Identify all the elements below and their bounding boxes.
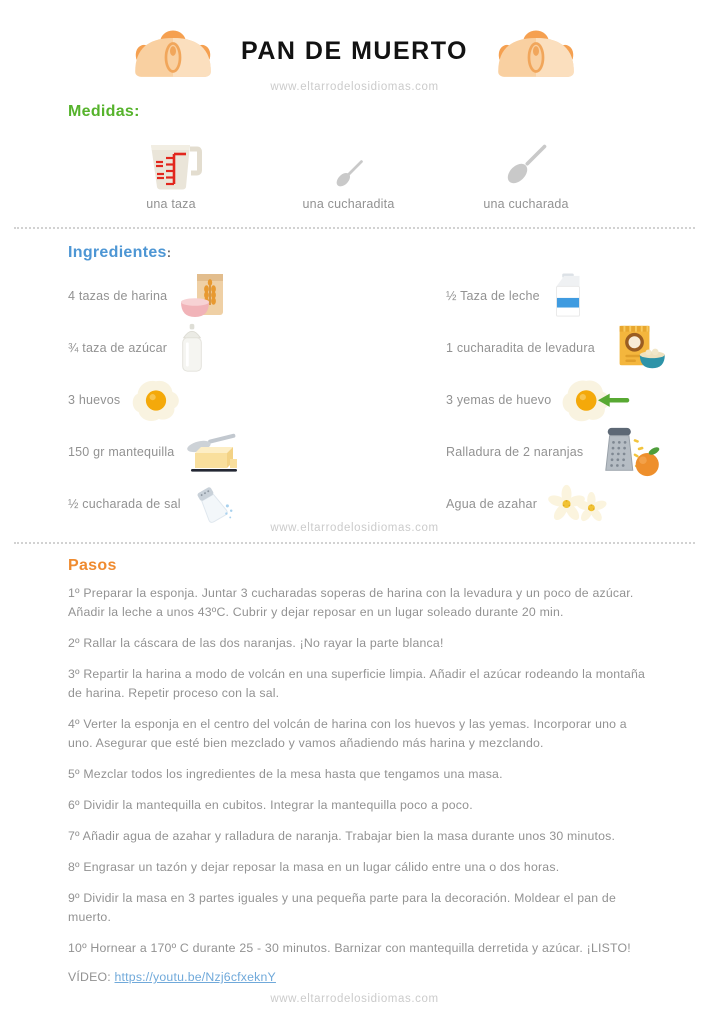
ingredient-label: 3 yemas de huevo bbox=[446, 393, 552, 407]
ingredient-row bbox=[446, 478, 709, 530]
steps-list bbox=[0, 584, 709, 984]
ingredient-label: ½ cucharada de sal bbox=[68, 497, 181, 511]
butter-knife-icon bbox=[183, 429, 245, 475]
ingredient-label: 150 gr mantequilla bbox=[68, 445, 175, 459]
ingredient-label: Ralladura de 2 naranjas bbox=[446, 445, 584, 459]
pan-de-muerto-bread-right-icon bbox=[494, 24, 578, 78]
step-1: 1º Preparar la esponja. Juntar 3 cucharadas soperas de harina con la levadura y un poco de azúcar. Añadir la leche a unos 43ºC. Cubrir y dejar reposar en un lugar soleado durante 20 min. bbox=[68, 586, 634, 619]
measure-item-cucharada bbox=[451, 125, 601, 211]
page-title: PAN DE MUERTO bbox=[241, 36, 468, 65]
grater-orange-icon bbox=[592, 425, 662, 479]
ingredients-left-column bbox=[68, 270, 446, 530]
ingredient-row bbox=[68, 322, 446, 374]
ingredient-row bbox=[446, 322, 709, 374]
ingredientes-heading-text: Ingredientes bbox=[68, 244, 167, 261]
step-4: 4º Verter la esponja en el centro del volcán de harina con los huevos y las yemas. Incorporar uno a uno. Asegurar que esté bien mezclado y vamos añadiendo más harina y mezclando. bbox=[68, 717, 627, 750]
step-8: 8º Engrasar un tazón y dejar reposar la masa en un lugar cálido entre una o dos horas. bbox=[68, 860, 560, 874]
video-label: VÍDEO: bbox=[68, 970, 111, 984]
egg-yolk-arrow-icon bbox=[560, 378, 632, 423]
tablespoon-icon bbox=[497, 136, 555, 194]
measure-item-taza bbox=[96, 125, 246, 211]
ingredientes-heading bbox=[68, 244, 709, 262]
ingredients-right-column bbox=[446, 270, 709, 530]
medidas-heading: Medidas: bbox=[68, 103, 140, 120]
pasos-heading: Pasos bbox=[68, 557, 117, 574]
step-5: 5º Mezclar todos los ingredientes de la mesa hasta que tengamos una masa. bbox=[68, 767, 503, 781]
ingredient-label: Agua de azahar bbox=[446, 497, 538, 511]
step-7: 7º Añadir agua de azahar y ralladura de naranja. Trabajar bien la masa durante unos 30 minutos. bbox=[68, 829, 616, 843]
teaspoon-icon bbox=[329, 154, 369, 194]
measuring-cup-icon bbox=[140, 136, 202, 194]
step-3: 3º Repartir la harina a modo de volcán en una superficie limpia. Añadir el azúcar rodeando la montaña de harina. Repetir proceso con la sal. bbox=[68, 667, 646, 700]
measures-row bbox=[96, 125, 601, 211]
ingredient-label: ¾ taza de azúcar bbox=[68, 341, 168, 355]
heading-colon: : bbox=[166, 245, 172, 260]
ingredient-row bbox=[446, 374, 709, 426]
dotted-divider-bottom bbox=[14, 542, 695, 544]
ingredient-label: 3 huevos bbox=[68, 393, 121, 407]
salt-shaker-icon bbox=[190, 481, 236, 527]
pan-de-muerto-bread-left-icon bbox=[131, 24, 215, 78]
video-link[interactable]: https://youtu.be/Nzj6cfxeknY bbox=[114, 970, 276, 984]
ingredients-grid bbox=[0, 270, 709, 530]
measure-item-cucharadita bbox=[274, 125, 424, 211]
step-9: 9º Dividir la masa en 3 partes iguales y una pequeña parte para la decoración. Moldear el pan de muerto. bbox=[68, 891, 617, 924]
fried-egg-icon bbox=[129, 378, 183, 423]
measure-label: una taza bbox=[146, 197, 196, 211]
ingredient-label: ½ Taza de leche bbox=[446, 289, 540, 303]
footer-url: www.eltarrodelosidiomas.com bbox=[270, 993, 439, 1005]
step-2: 2º Rallar la cáscara de las dos naranjas. ¡No rayar la parte blanca! bbox=[68, 636, 444, 650]
watermark-url: www.eltarrodelosidiomas.com bbox=[270, 522, 439, 534]
sugar-dispenser-icon bbox=[176, 322, 208, 374]
orange-blossom-icon bbox=[546, 482, 610, 526]
ingredient-label: 1 cucharadita de levadura bbox=[446, 341, 595, 355]
ingredient-row bbox=[68, 426, 446, 478]
step-6: 6º Dividir la mantequilla en cubitos. Integrar la mantequilla poco a poco. bbox=[68, 798, 473, 812]
measure-label: una cucharada bbox=[483, 197, 569, 211]
step-10: 10º Hornear a 170º C durante 25 - 30 minutos. Barnizar con mantequilla derretida y azúcar. ¡LISTO! bbox=[68, 941, 631, 955]
ingredient-label: 4 tazas de harina bbox=[68, 289, 168, 303]
ingredient-row bbox=[68, 374, 446, 426]
dotted-divider-top bbox=[14, 227, 695, 229]
ingredient-row bbox=[68, 270, 446, 322]
milk-carton-icon bbox=[549, 272, 587, 320]
ingredient-row bbox=[446, 270, 709, 322]
yeast-bowl-icon bbox=[604, 323, 666, 373]
flour-bag-icon bbox=[176, 269, 230, 323]
website-url: www.eltarrodelosidiomas.com bbox=[270, 81, 439, 93]
video-row bbox=[68, 970, 653, 984]
header bbox=[0, 0, 709, 78]
ingredient-row bbox=[446, 426, 709, 478]
measure-label: una cucharadita bbox=[302, 197, 395, 211]
